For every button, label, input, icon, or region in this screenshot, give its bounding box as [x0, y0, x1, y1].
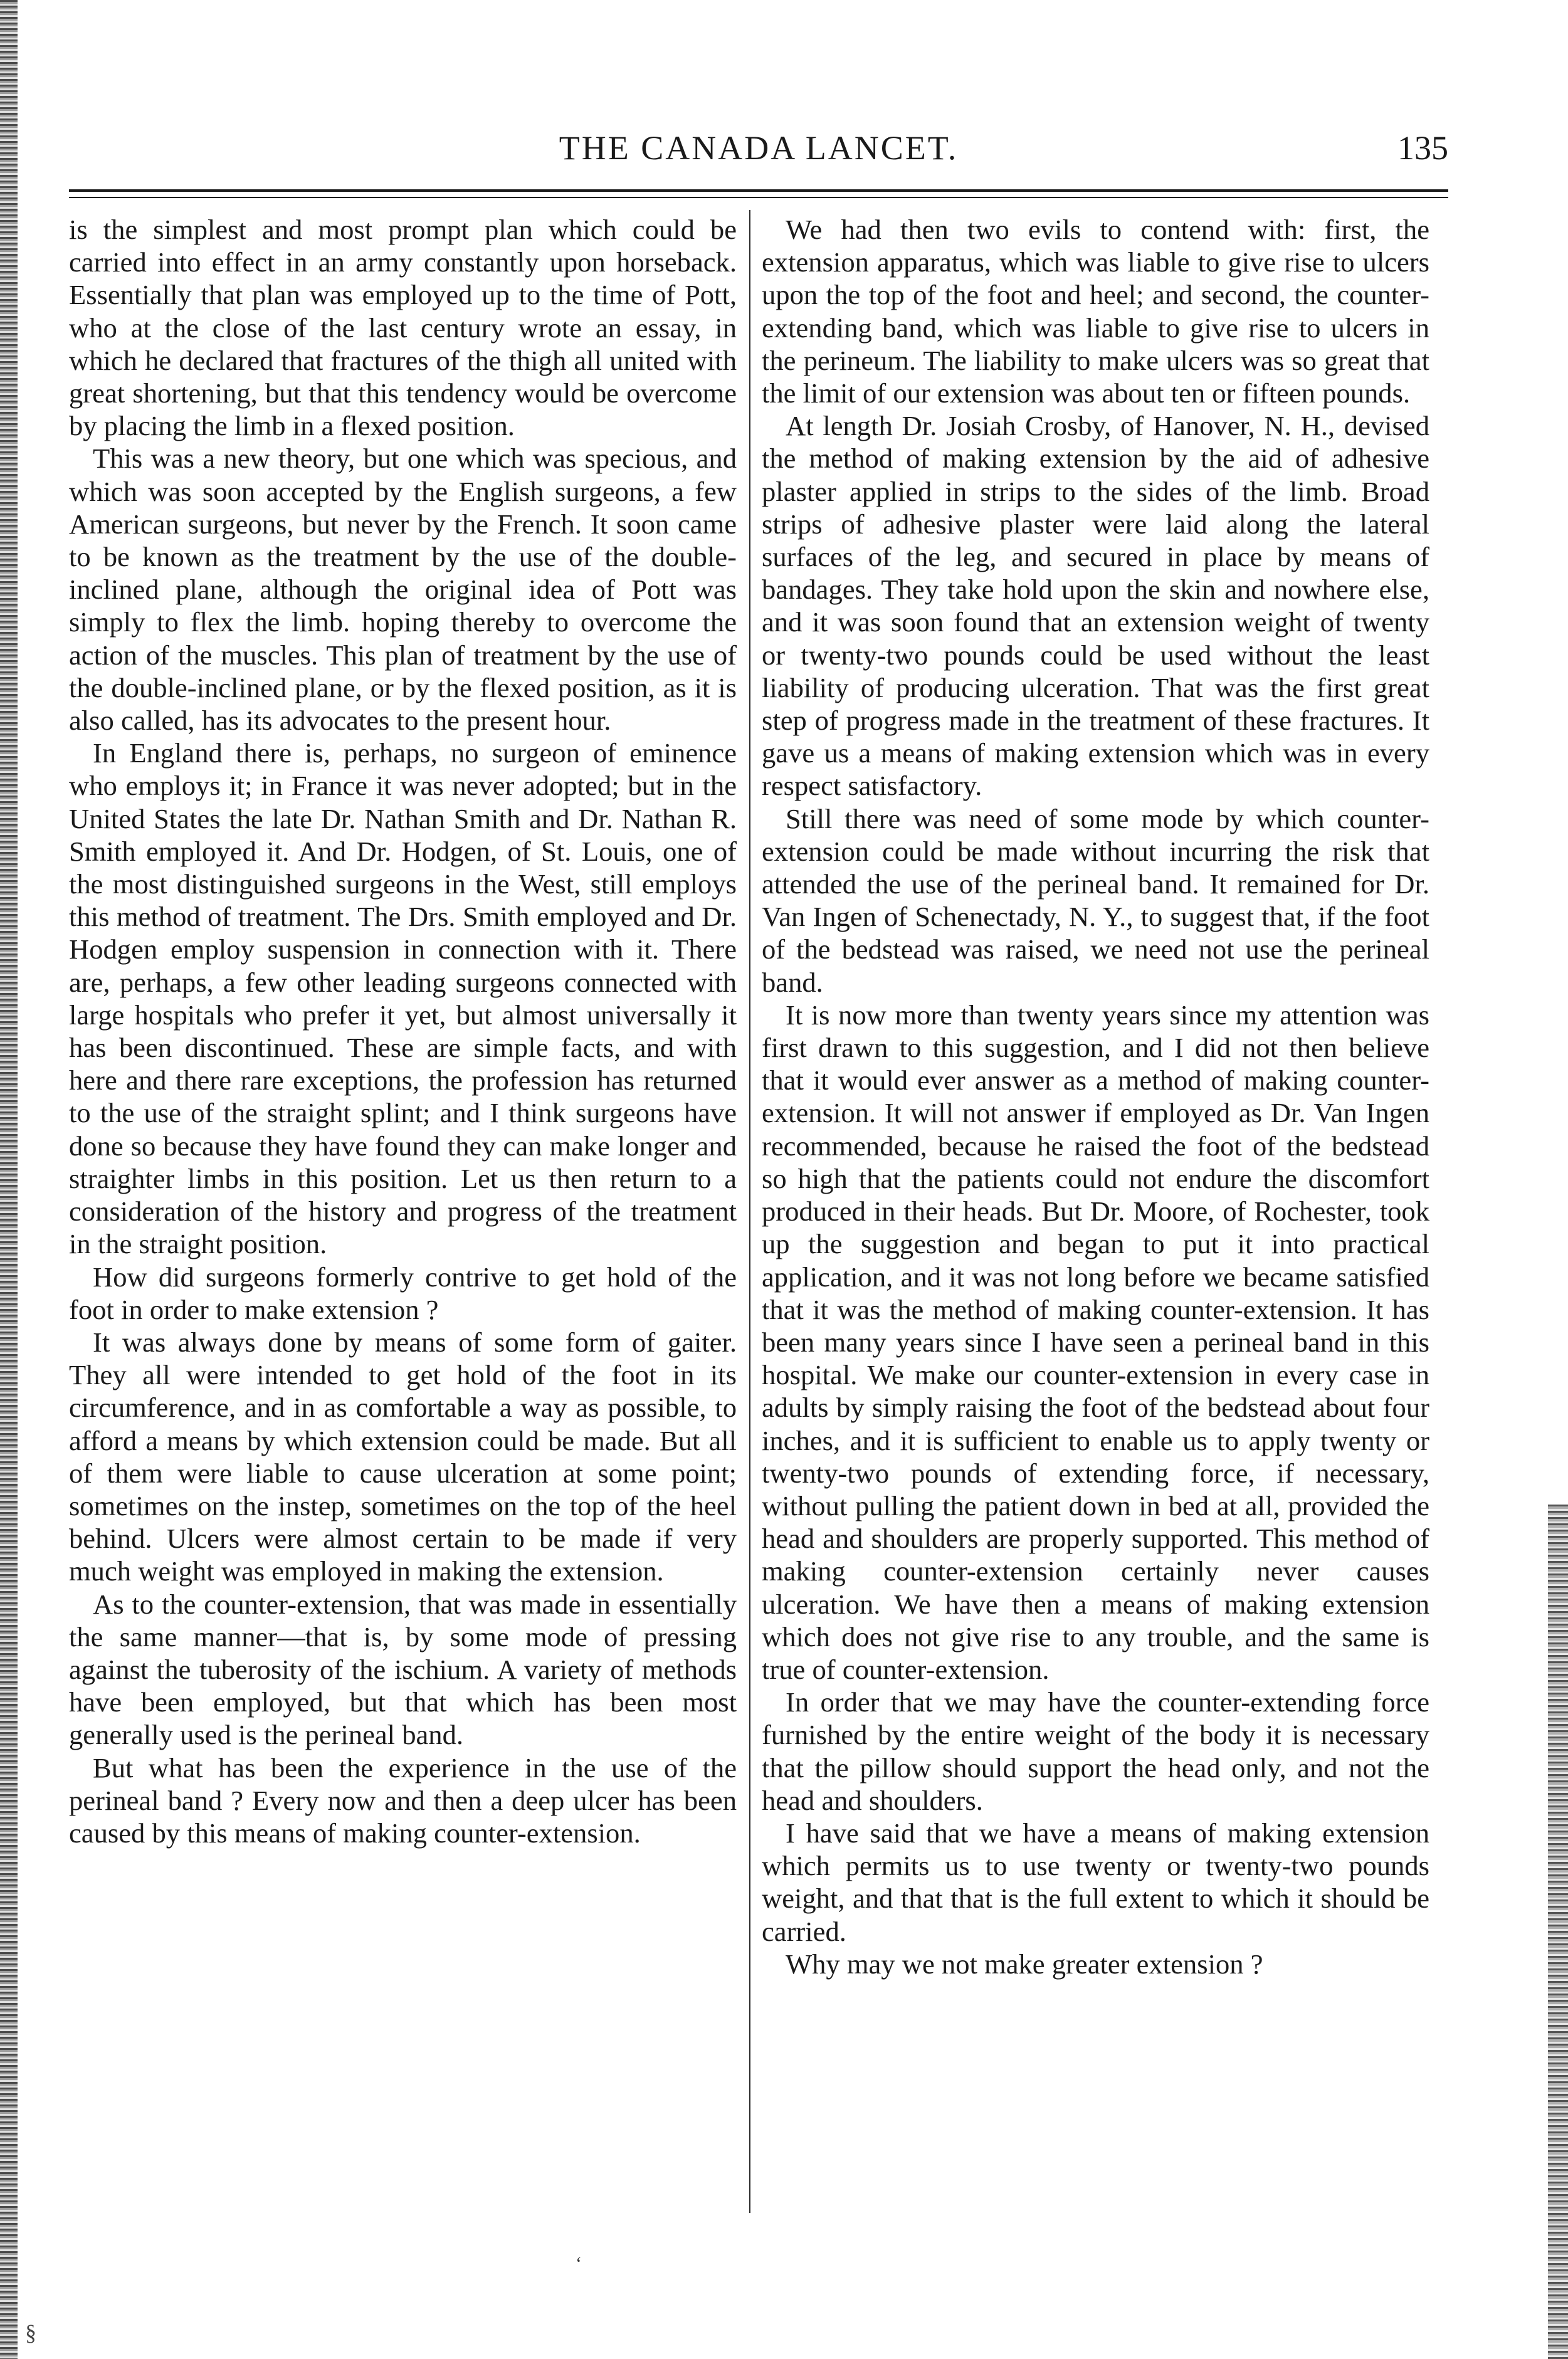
- left-column: [69, 213, 737, 2219]
- binding-edge-left: [0, 0, 18, 2359]
- stray-mark: ‘: [576, 2253, 582, 2274]
- paragraph: It was always done by means of some form of gaiter. They all were intended to get hold of the foot in its circumference, and in as comfortable a way as possible, to afford a means by which extension could be made. But all of them were liable to cause ulceration at some point; sometimes on the instep, sometimes on the top of the heel behind. Ulcers were almost certain to be made if very much weight was employed in making the extension.: [69, 1326, 737, 1587]
- paragraph: How did surgeons formerly contrive to get hold of the foot in order to make extension ?: [69, 1261, 737, 1325]
- journal-title: THE CANADA LANCET.: [559, 129, 959, 167]
- paragraph: Still there was need of some mode by which counter-extension could be made without incurring the risk that attended the use of the perineal band. It remained for Dr. Van Ingen of Schenectady, N. Y., to suggest that, if the foot of the bedstead was raised, we need not use the perineal band.: [762, 802, 1429, 998]
- paragraph: In order that we may have the counter-extending force furnished by the entire weight of the body it is necessary that the pillow should support the head only, and not the head and shoulders.: [762, 1686, 1429, 1816]
- paragraph: But what has been the experience in the use of the perineal band ? Every now and then a deep ulcer has been caused by this means of making counter-extension.: [69, 1752, 737, 1849]
- header-rule-thick: [69, 189, 1448, 192]
- paragraph: In England there is, perhaps, no surgeon of eminence who employs it; in France it was never adopted; but in the United States the late Dr. Nathan Smith and Dr. Nathan R. Smith employed it. And Dr. Hodgen, of St. Louis, one of the most distinguished surgeons in the West, still employs this method of treatment. The Drs. Smith employed and Dr. Hodgen employ suspension in connection with it. There are, perhaps, a few other leading surgeons connected with large hospitals who prefer it yet, but almost universally it has been discontinued. These are simple facts, and with here and there rare exceptions, the profession has returned to the use of the straight splint; and I think surgeons have done so because they have found they can make longer and straighter limbs in this position. Let us then return to a consideration of the history and progress of the treatment in the straight position.: [69, 737, 737, 1260]
- column-divider: [749, 210, 750, 2213]
- header-rule-thin: [69, 197, 1448, 198]
- paragraph: Why may we not make greater extension ?: [786, 1948, 1263, 1980]
- paragraph: At length Dr. Josiah Crosby, of Hanover, N. H., devised the method of making extension by the aid of adhesive plaster applied in strips to the sides of the limb. Broad strips of adhesive plaster were laid along the lateral surfaces of the leg, and secured in place by means of bandages. They take hold upon the skin and nowhere else, and it was soon found that an extension weight of twenty or twenty-two pounds could be used without the least liability of producing ulceration. That was the first great step of progress made in the treatment of these fractures. It gave us a means of making extension which was in every respect satisfactory.: [762, 410, 1429, 802]
- paragraph: is the simplest and most prompt plan which could be carried into effect in an army constantly upon horseback. Essentially that plan was employed up to the time of Pott, who at the close of the last century wrote an essay, in which he declared that fractures of the thigh all united with great shortening, but that this tendency would be overcome by placing the limb in a flexed position.: [69, 214, 737, 442]
- paragraph: I have said that we have a means of making extension which permits us to use twenty or twenty-two pounds weight, and that that is the full extent to which it should be carried.: [762, 1817, 1429, 1947]
- binding-edge-right: [1548, 1505, 1568, 2359]
- paragraph: We had then two evils to contend with: first, the extension apparatus, which was liable to give rise to ulcers upon the top of the foot and heel; and second, the counter-extending band, which was liable to give rise to ulcers in the perineum. The liability to make ulcers was so great that the limit of our extension was about ten or fifteen pounds.: [762, 214, 1429, 409]
- running-header: [69, 129, 1448, 185]
- paragraph: It is now more than twenty years since my attention was first drawn to this suggestion, and I did not then believe that it would ever answer as a method of making counter-extension. It will not answer if employed as Dr. Van Ingen recommended, because he raised the foot of the bedstead so high that the patients could not endure the discomfort produced in their heads. But Dr. Moore, of Rochester, took up the suggestion and began to put it into practical application, and it was not long before we became satisfied that it was the method of making counter-extension. It has been many years since I have seen a perineal band in this hospital. We make our counter-extension in every case in adults by simply raising the foot of the bedstead about four inches, and it is sufficient to enable us to apply twenty or twenty-two pounds of extending force, if necessary, without pulling the patient down in bed at all, provided the head and shoulders are properly supported. This method of making counter-extension certainly never causes ulceration. We have then a means of making extension which does not give rise to any trouble, and the same is true of counter-extension.: [762, 999, 1429, 1685]
- right-column: [762, 213, 1429, 2219]
- paragraph: As to the counter-extension, that was made in essentially the same manner—that is, by some mode of pressing against the tuberosity of the ischium. A variety of methods have been employed, but that which has been most generally used is the perineal band.: [69, 1588, 737, 1751]
- page-number: 135: [1397, 129, 1448, 167]
- paragraph: This was a new theory, but one which was specious, and which was soon accepted by the English surgeons, a few American surgeons, but never by the French. It soon came to be known as the treatment by the use of the double-inclined plane, although the original idea of Pott was simply to flex the limb. hoping thereby to overcome the action of the muscles. This plan of treatment by the use of the double-inclined plane, or by the flexed position, as it is also called, has its advocates to the present hour.: [69, 443, 737, 737]
- corner-mark: §: [25, 2320, 36, 2345]
